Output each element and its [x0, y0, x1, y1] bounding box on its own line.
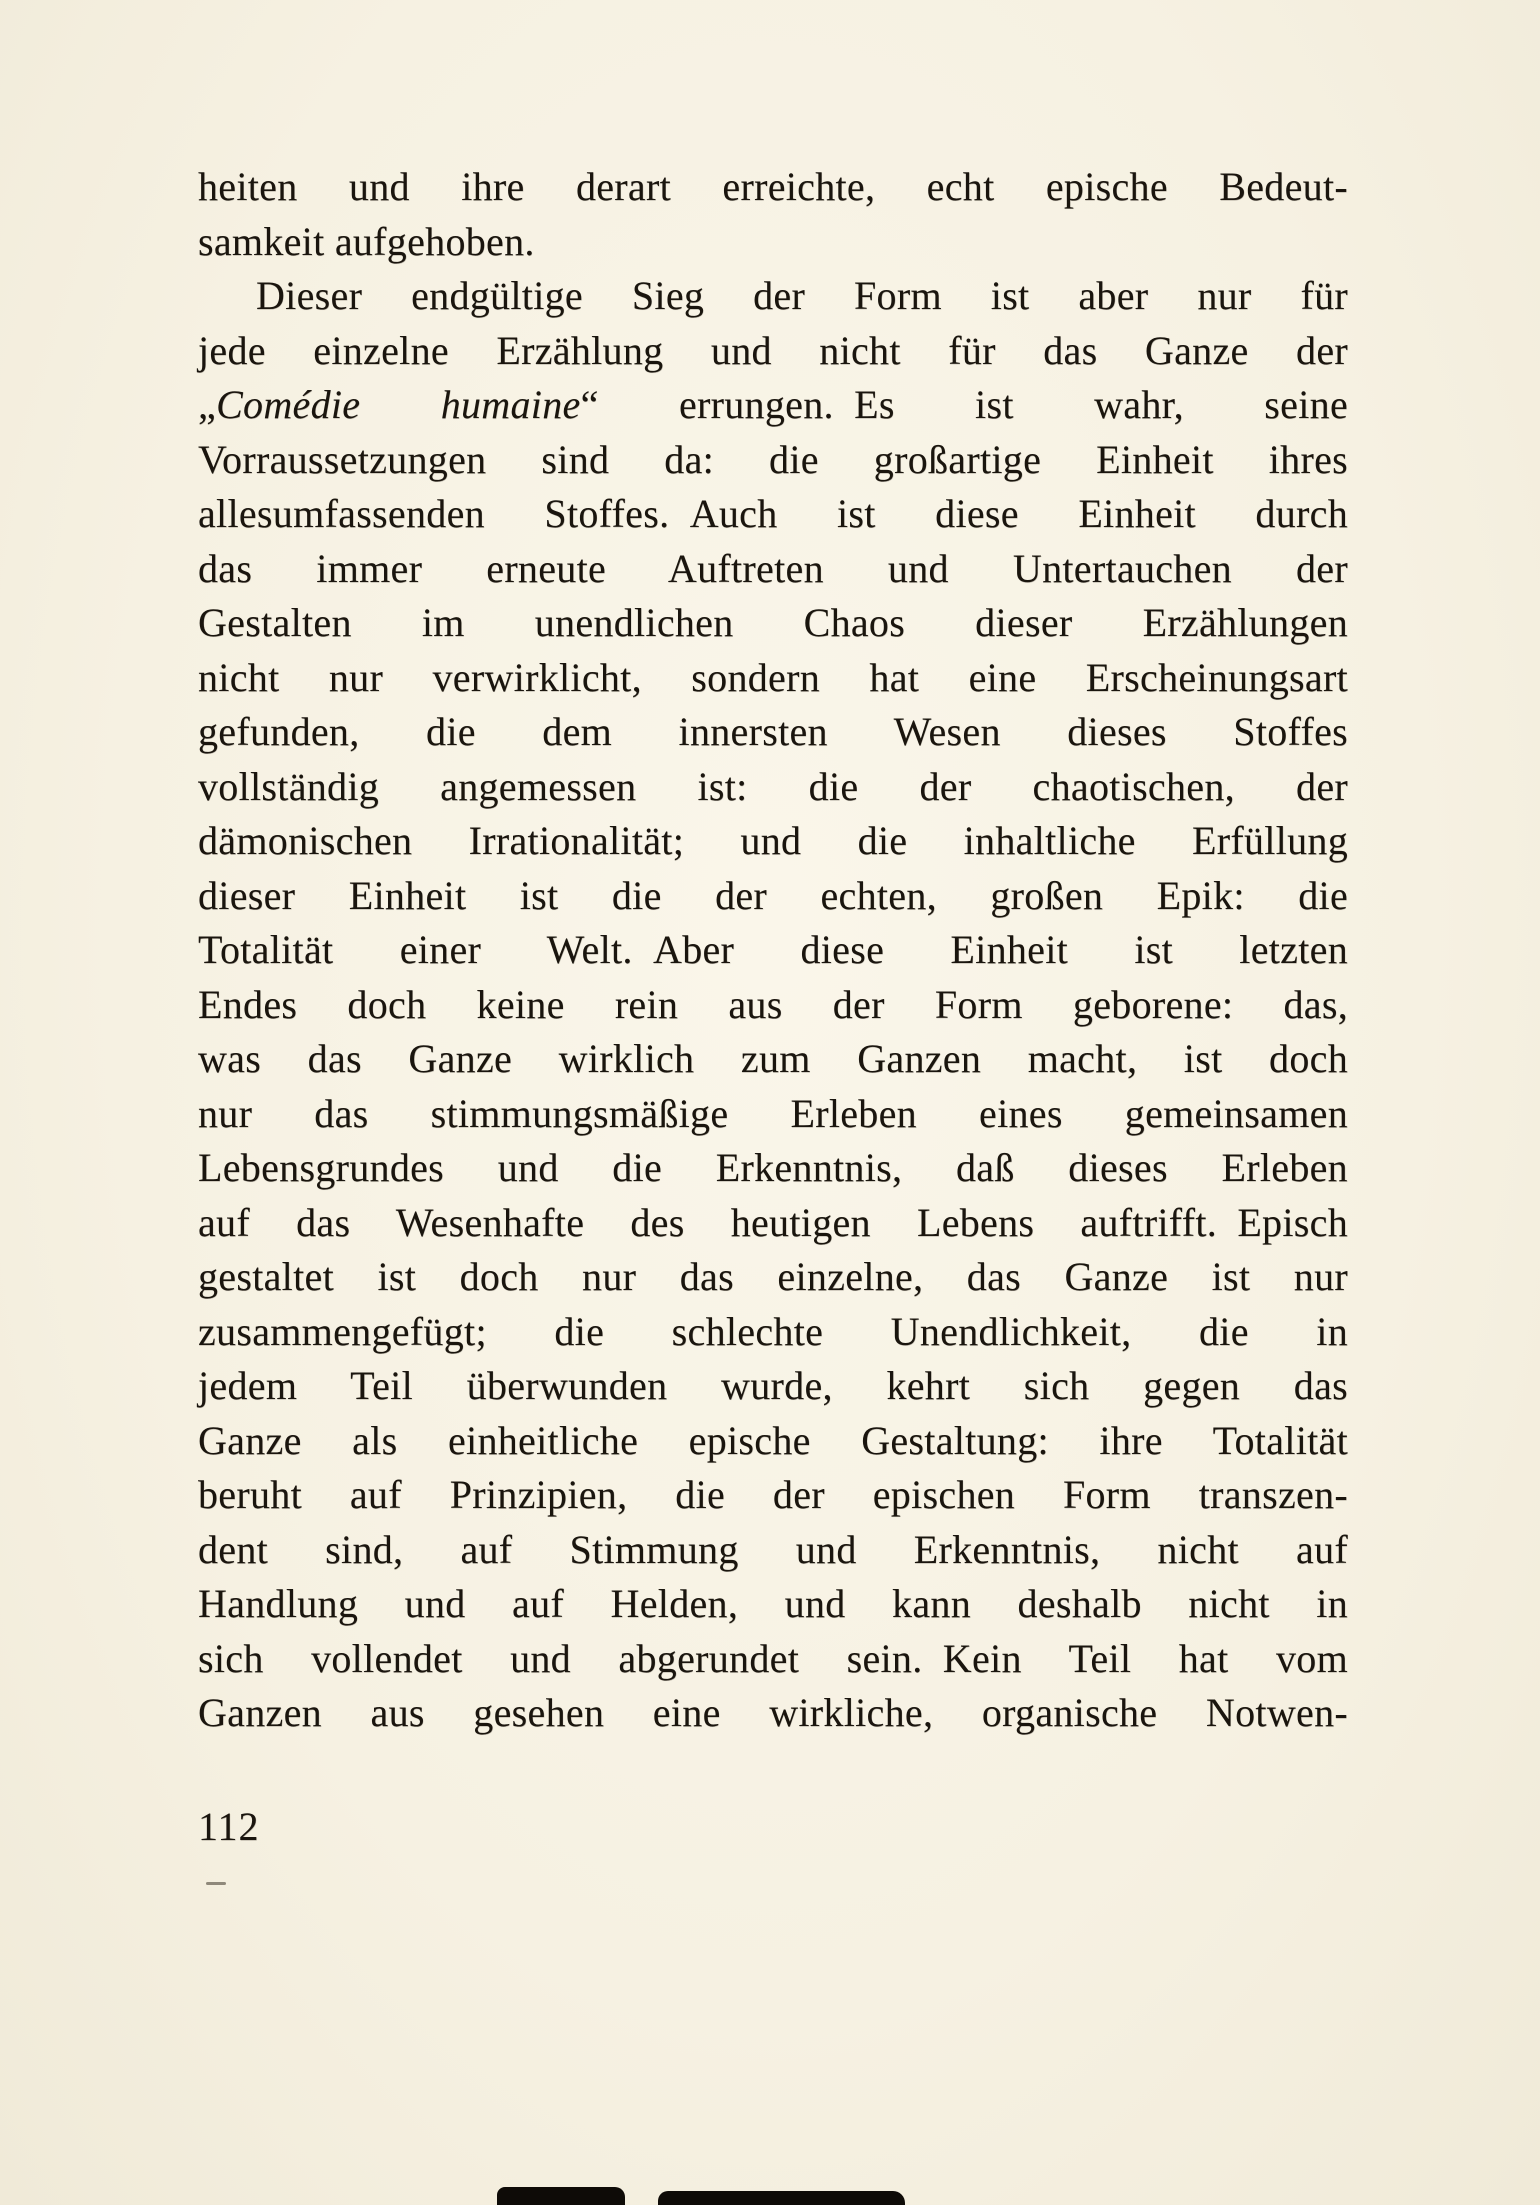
scan-mark-under-page-number: [206, 1882, 226, 1885]
text-segment: gestaltet ist doch nur das einzelne, das Ganze ist nur: [198, 1254, 1348, 1299]
text-line: [198, 1468, 1348, 1523]
text-line: [198, 1032, 1348, 1087]
text-line: [198, 705, 1348, 760]
text-segment: was das Ganze wirklich zum Ganzen macht, ist doch: [198, 1036, 1348, 1081]
text-line: [198, 324, 1348, 379]
text-segment: „: [198, 382, 217, 427]
text-segment: vollständig angemessen ist: die der chaotischen, der: [198, 763, 1348, 809]
text-line: [198, 1359, 1348, 1414]
text-line: [198, 215, 1348, 270]
text-segment: samkeit aufgehoben.: [198, 218, 535, 264]
text-segment: dent sind, auf Stimmung und Erkenntnis, nicht auf: [198, 1526, 1348, 1572]
text-line: [198, 814, 1348, 869]
text-segment: Ganzen aus gesehen eine wirkliche, organische Notwen-: [198, 1690, 1348, 1735]
text-line: [198, 1523, 1348, 1578]
text-segment: Lebensgrundes und die Erkenntnis, daß dieses Erleben: [198, 1145, 1348, 1190]
text-segment: Totalität einer Welt. Aber diese Einheit ist letzten: [198, 927, 1348, 972]
text-line: [198, 542, 1348, 597]
text-line: [198, 160, 1348, 215]
text-segment: jede einzelne Erzählung und nicht für das Ganze der: [198, 327, 1348, 373]
text-segment: nur das stimmungsmäßige Erleben eines gemeinsamen: [198, 1090, 1348, 1136]
text-segment: gefunden, die dem innersten Wesen dieses Stoffes: [198, 709, 1348, 754]
text-line: [198, 596, 1348, 651]
text-block: [198, 160, 1348, 1741]
text-line: [198, 651, 1348, 706]
text-segment: Ganze als einheitliche epische Gestaltung: ihre Totalität: [198, 1417, 1348, 1463]
text-line: [198, 487, 1348, 542]
text-segment: “ errungen. Es ist wahr, seine: [580, 382, 1348, 427]
text-line: [198, 433, 1348, 488]
text-segment: Endes doch keine rein aus der Form geborene: das,: [198, 981, 1348, 1027]
text-segment: beruht auf Prinzipien, die der epischen Form transzen-: [198, 1472, 1348, 1517]
text-line: [198, 378, 1348, 433]
text-segment: Gestalten im unendlichen Chaos dieser Erzählungen: [198, 600, 1348, 645]
text-segment: heiten und ihre derart erreichte, echt epische Bedeut-: [198, 164, 1348, 209]
text-line: [198, 1250, 1348, 1305]
text-segment: nicht nur verwirklicht, sondern hat eine Erscheinungsart: [198, 654, 1348, 700]
text-line: [198, 1577, 1348, 1632]
text-line: [198, 760, 1348, 815]
text-segment: Vorraussetzungen sind da: die großartige Einheit ihres: [198, 436, 1348, 482]
text-line: [198, 923, 1348, 978]
text-segment: dieser Einheit ist die der echten, großen Epik: die: [198, 872, 1348, 918]
text-segment: Handlung und auf Helden, und kann deshalb nicht in: [198, 1581, 1348, 1626]
text-line: [198, 869, 1348, 924]
text-line: [198, 1141, 1348, 1196]
text-segment: auf das Wesenhafte des heutigen Lebens auftrifft. Episch: [198, 1199, 1348, 1245]
text-line: [198, 269, 1348, 324]
text-line: [198, 1305, 1348, 1360]
italic-text: Comédie humaine: [216, 382, 581, 427]
text-line: [198, 1196, 1348, 1251]
page-number: 112: [198, 1804, 260, 1849]
text-segment: zusammengefügt; die schlechte Unendlichkeit, die in: [198, 1308, 1348, 1354]
scan-artifact-bottom-right: [658, 2191, 905, 2205]
text-segment: allesumfassenden Stoffes. Auch ist diese Einheit durch: [198, 491, 1348, 536]
text-segment: jedem Teil überwunden wurde, kehrt sich gegen das: [198, 1363, 1348, 1408]
text-segment: Dieser endgültige Sieg der Form ist aber nur für: [256, 273, 1348, 318]
text-line: [198, 1414, 1348, 1469]
text-line: [198, 1686, 1348, 1741]
scan-artifact-bottom-left: [497, 2187, 625, 2205]
text-line: [198, 1632, 1348, 1687]
text-line: [198, 978, 1348, 1033]
text-segment: sich vollendet und abgerundet sein. Kein Teil hat vom: [198, 1635, 1348, 1681]
text-line: [198, 1087, 1348, 1142]
text-segment: dämonischen Irrationalität; und die inhaltliche Erfüllung: [198, 818, 1348, 863]
text-segment: das immer erneute Auftreten und Untertauchen der: [198, 545, 1348, 591]
